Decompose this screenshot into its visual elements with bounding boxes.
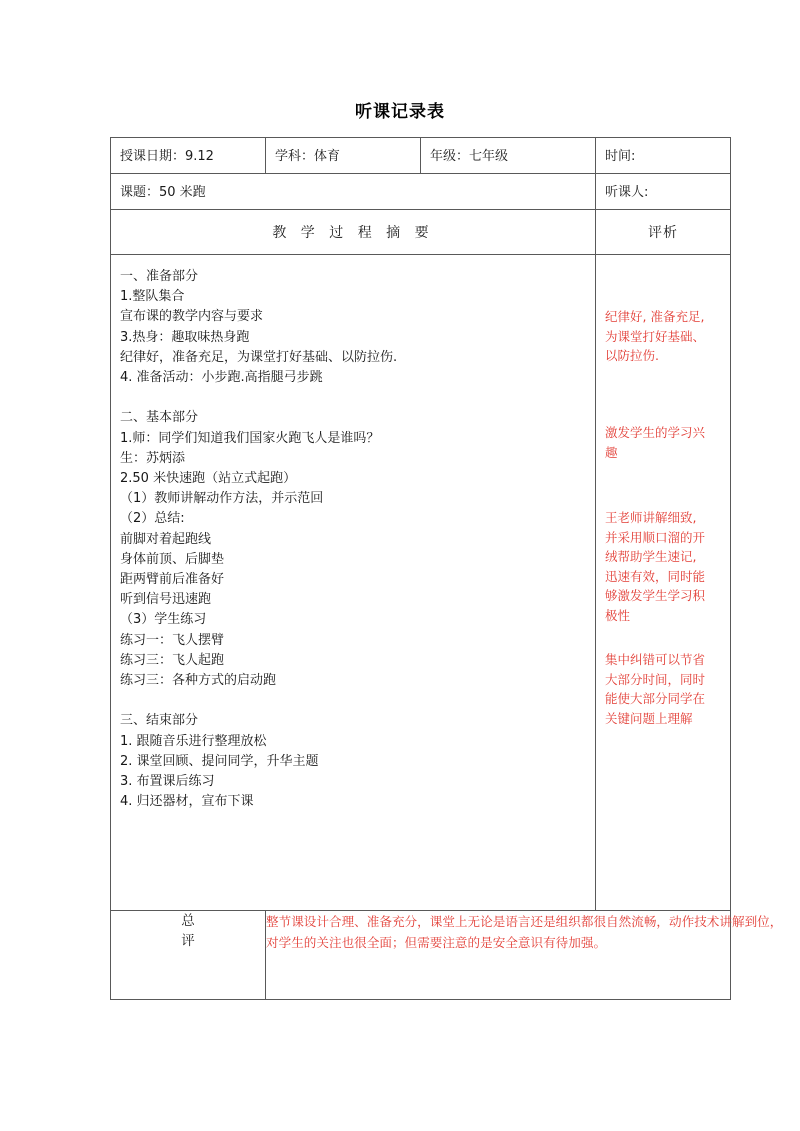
process-line: 练习一：飞人摆臂	[120, 632, 225, 648]
cell-grade	[421, 138, 596, 174]
cell-remark-header	[596, 210, 731, 255]
remark-line: 极性	[605, 607, 631, 623]
process-line: 生：苏炳添	[120, 450, 186, 466]
process-line: 4. 准备活动：小步跑.高指腿弓步跳	[120, 370, 323, 386]
cell-date	[111, 138, 266, 174]
table-row-body	[111, 255, 731, 911]
cell-process-header	[111, 210, 596, 255]
process-line: 前脚对着起跑线	[120, 531, 212, 547]
process-line: （1）教师讲解动作方法，并示范回	[120, 491, 324, 507]
process-line: 三、结束部分	[120, 713, 199, 729]
remark-line: 纪律好, 准备充足,	[605, 309, 705, 324]
summary-line: 整节课设计合理、准备充分，课堂上无论是语言还是组织都很自然流畅，动作技术讲解到位，	[266, 914, 783, 929]
table-row-section-headers	[111, 210, 731, 255]
process-text-block	[111, 255, 595, 812]
remark-line: 大部分时间，同时	[605, 671, 706, 687]
observer-label: 听课人:	[605, 185, 649, 200]
process-header-label: 教 学 过 程 摘 要	[272, 225, 434, 241]
summary-line: 对学生的关注也很全面；但需要注意的是安全意识有待加强。	[266, 935, 607, 950]
subject-value: 学科：体育	[275, 149, 341, 164]
process-line: 纪律好，准备充足，为课堂打好基础、以防拉伤.	[120, 349, 398, 365]
process-line: 宣布课的教学内容与要求	[120, 309, 264, 325]
process-line: 3. 布置课后练习	[120, 774, 215, 790]
remark-line: 为课堂打好基础、	[605, 328, 706, 344]
process-line: 练习三：各种方式的启动跑	[120, 673, 277, 689]
remark-line: 绒帮助学生速记,	[605, 549, 697, 565]
remark-line: 关键问题上理解	[605, 710, 693, 726]
summary-label-text	[111, 911, 265, 951]
page-title: 听课记录表	[355, 102, 445, 122]
process-line: （3）学生练习	[120, 612, 207, 628]
process-line-spacer	[120, 388, 587, 408]
process-line: 一、准备部分	[120, 269, 199, 284]
table-row-summary	[111, 911, 731, 1000]
remark-note	[605, 307, 723, 366]
process-line: 二、基本部分	[120, 410, 199, 426]
lesson-record-table	[110, 137, 783, 1000]
remark-text-block	[596, 255, 730, 910]
summary-label-char: 评	[181, 933, 195, 949]
remark-line: 王老师讲解细致,	[605, 510, 697, 525]
cell-observer	[596, 174, 731, 210]
cell-topic	[111, 174, 596, 210]
remark-note	[605, 650, 723, 728]
time-label: 时间:	[605, 149, 636, 164]
process-line: 1. 跟随音乐进行整理放松	[120, 733, 267, 749]
remark-line: 能使大部分同学在	[605, 691, 706, 707]
remark-line: 趣	[605, 444, 618, 460]
date-value: 授课日期：9.12	[120, 149, 214, 164]
remark-line: 以防拉伤.	[605, 348, 659, 364]
table-row-meta	[111, 138, 731, 174]
summary-label-char: 总	[181, 913, 195, 929]
remark-note	[605, 423, 723, 462]
table-row-topic	[111, 174, 731, 210]
process-line: 1.师：同学们知道我们国家火跑飞人是谁吗？	[120, 430, 380, 446]
process-line: 距两臂前后准备好	[120, 572, 225, 588]
cell-subject	[266, 138, 421, 174]
process-line: 3.热身：趣取味热身跑	[120, 329, 250, 345]
process-line: 练习三：飞人起跑	[120, 652, 225, 668]
cell-summary-text	[266, 911, 783, 1000]
process-line: 1.整队集合	[120, 289, 185, 305]
topic-value: 课题：50 米跑	[120, 185, 206, 200]
remark-header-label: 评析	[648, 225, 678, 241]
remark-line: 并采用顺口溜的开	[605, 529, 706, 545]
cell-remark-body	[596, 255, 731, 911]
cell-process-body	[111, 255, 596, 911]
summary-label	[111, 911, 266, 1000]
process-line-spacer	[120, 691, 587, 711]
process-line: 听到信号迅速跑	[120, 592, 212, 608]
summary-text-block	[266, 911, 783, 953]
cell-time	[596, 138, 731, 174]
grade-value: 年级：七年级	[430, 149, 509, 164]
process-line: 4. 归还器材，宣布下课	[120, 794, 254, 810]
remark-note	[605, 508, 723, 626]
remark-line: 够激发学生学习积	[605, 588, 706, 604]
process-line: （2）总结:	[120, 511, 185, 527]
remark-line: 激发学生的学习兴	[605, 425, 706, 440]
process-line: 2.50 米快速跑（站立式起跑）	[120, 471, 297, 487]
process-line: 2. 课堂回顾、提问同学，升华主题	[120, 753, 319, 769]
remark-line: 迅速有效，同时能	[605, 568, 706, 584]
process-line: 身体前顶、后脚垫	[120, 551, 225, 567]
remark-line: 集中纠错可以节省	[605, 652, 706, 667]
